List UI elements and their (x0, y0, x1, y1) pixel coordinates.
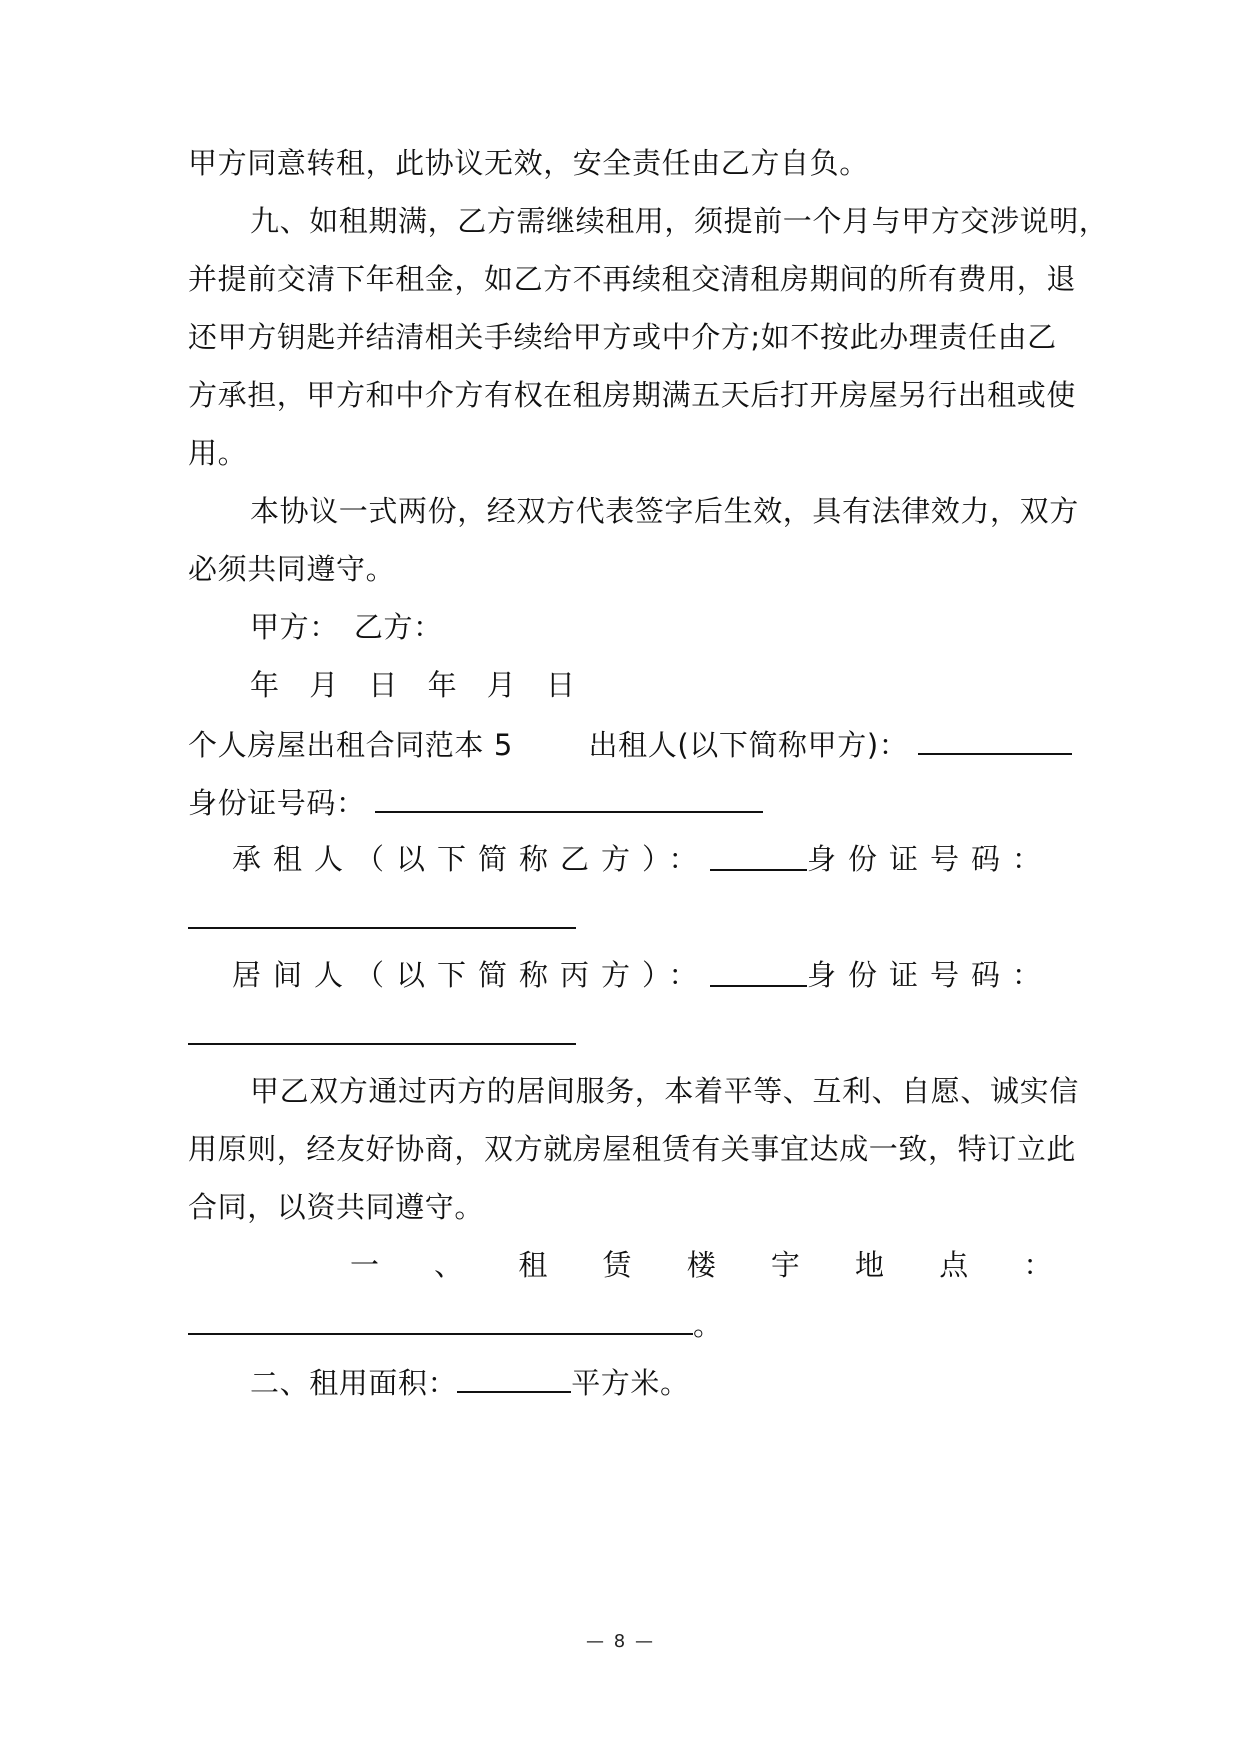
contract-title-row (188, 723, 1053, 765)
broker-row (232, 955, 1053, 995)
text-line: 甲方同意转租，此协议无效，安全责任由乙方自负。 (188, 146, 869, 180)
text-line: 还甲方钥匙并结清相关手续给甲方或中介方;如不按此办理责任由乙 (188, 320, 1057, 354)
text-line: 九、如租期满，乙方需继续租用，须提前一个月与甲方交涉说明， (250, 204, 1109, 238)
text-line: 用。 (188, 436, 248, 470)
id-row-3 (188, 1013, 1053, 1055)
location-char: 、 (434, 1248, 464, 1282)
location-char: 楼 (686, 1248, 717, 1282)
broker-blank (710, 955, 807, 987)
lessee-label: 承租人（以下简称乙方）： (232, 842, 710, 876)
location-char: ： (1023, 1248, 1053, 1282)
location-blank (188, 1303, 693, 1335)
location-row (188, 1303, 1053, 1345)
id-row-1 (188, 781, 1053, 823)
signature-parties: 甲方： 乙方： (250, 610, 443, 644)
id-label: 身份证号码： (188, 786, 366, 820)
text-line: 必须共同遵守。 (188, 552, 396, 586)
lessor-label: 出租人(以下简称甲方)： (588, 728, 909, 762)
area-prefix: 二、租用面积： (250, 1366, 458, 1400)
broker-label: 居间人（以下简称丙方）： (232, 958, 710, 992)
text-line: 本协议一式两份，经双方代表签字后生效，具有法律效力，双方 (250, 494, 1079, 528)
id-blank (188, 897, 576, 929)
location-char: 地 (855, 1248, 885, 1282)
lessee-blank (710, 839, 807, 871)
location-char: 宇 (770, 1248, 801, 1282)
text-line: 合同，以资共同遵守。 (188, 1190, 485, 1224)
page-number: — 8 — (586, 1631, 655, 1652)
location-char: 租 (518, 1248, 548, 1282)
text-line: 并提前交清下年租金，如乙方不再续租交清租房期间的所有费用，退 (188, 262, 1077, 296)
text-line: 甲乙双方通过丙方的居间服务，本着平等、互利、自愿、诚实信 (250, 1074, 1079, 1108)
location-char: 点 (939, 1248, 969, 1282)
location-end: 。 (693, 1308, 723, 1342)
id-blank (375, 781, 763, 813)
signature-dates: 年 月 日 年 月 日 (250, 668, 576, 702)
lessee-row (232, 839, 1053, 879)
location-char: 赁 (602, 1248, 633, 1282)
area-suffix: 平方米。 (571, 1366, 690, 1400)
lessor-blank (918, 723, 1072, 755)
text-line: 用原则，经友好协商，双方就房屋租赁有关事宜达成一致，特订立此 (188, 1132, 1077, 1166)
text-line: 方承担，甲方和中介方有权在租房期满五天后打开房屋另行出租或使 (188, 378, 1077, 412)
id-label: 身份证号码： (806, 958, 1053, 992)
location-char: 一 (350, 1248, 380, 1282)
area-row (250, 1361, 1053, 1403)
location-heading (350, 1245, 1053, 1285)
id-blank (188, 1013, 576, 1045)
contract-title: 个人房屋出租合同范本 5 (188, 728, 513, 762)
id-row-2 (188, 897, 1053, 939)
id-label: 身份证号码： (806, 842, 1053, 876)
area-blank (457, 1361, 571, 1393)
